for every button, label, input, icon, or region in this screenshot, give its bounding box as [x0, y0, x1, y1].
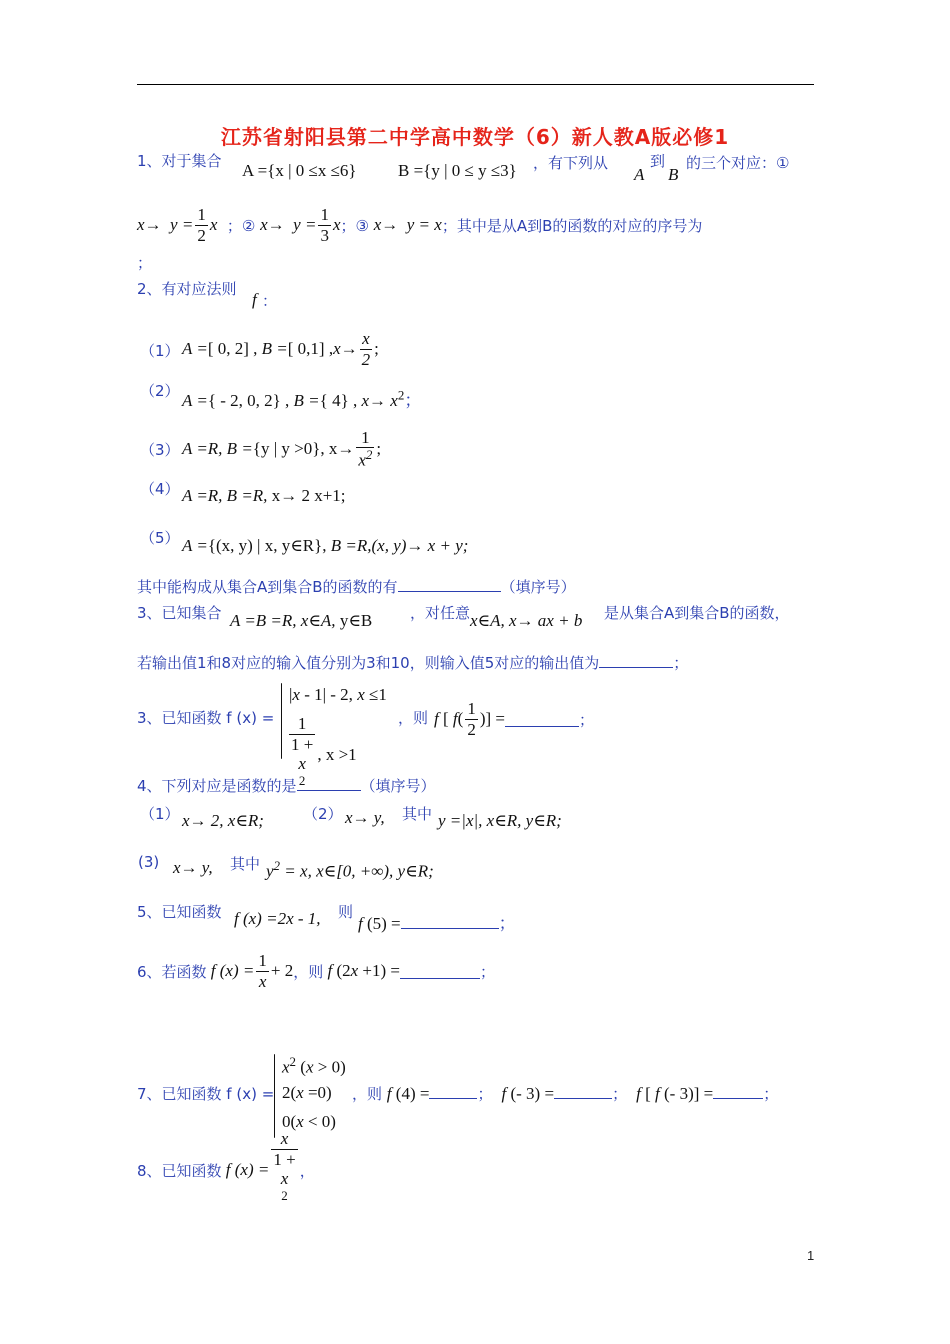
q3b-answer-blank[interactable] — [505, 711, 579, 727]
q5-expr: f (5) = ； — [358, 914, 516, 934]
q1-a: A — [634, 165, 645, 184]
q3b-case2: 1 1 + x $^2$ , x >1 — [291, 714, 357, 788]
page-title: 江苏省射阳县第二中学高中数学（6）新人教A版必修1 — [220, 125, 730, 149]
q4-item3-map: x→ y, — [173, 858, 213, 877]
q7-exprs: ，则 f (4) = ； f (- 3) = ； f [ f (- 3)] = ； — [352, 1084, 779, 1103]
q2-item2-label: （2） — [140, 382, 180, 400]
q2-item3: A =R, B ={y | y >0}, x→ $\frac{1}{x^2}$ ; — [182, 427, 382, 470]
q1-set-a: A ={x | 0 ≤x ≤6} — [242, 161, 357, 180]
q1-line1: 1、对于集合 — [137, 152, 222, 170]
q7-case3: 0(x < 0) — [282, 1112, 336, 1131]
q4-item2-map: x→ y, — [345, 808, 385, 827]
q3b-brace — [281, 683, 282, 759]
q5-then: 则 — [338, 903, 354, 921]
q4-item3-label: (3) — [138, 853, 160, 871]
q1-end: ； — [137, 254, 153, 272]
q3a-map: x∈A, x→ ax + b — [470, 611, 583, 630]
q2-item3-label: （3） — [140, 441, 180, 459]
q4-item1-label: （1） — [140, 805, 180, 823]
q2-item1-label: （1） — [140, 342, 180, 360]
q6-answer-blank[interactable] — [400, 963, 480, 979]
q1-tail: 的三个对应：① — [686, 154, 790, 172]
q7-prefix: 7、已知函数 f (x) = — [137, 1085, 275, 1103]
q7-answer-blank-1[interactable] — [429, 1083, 477, 1099]
q3b-then: ，则 — [398, 709, 429, 727]
q5-prefix: 5、已知函数 — [137, 903, 222, 921]
q2-item4-label: （4） — [140, 480, 180, 498]
q5-answer-blank[interactable] — [401, 913, 499, 929]
q3a-sets: A =B =R, x∈A, y∈B — [230, 611, 373, 630]
q1-line2: x→ y = $\frac{1}{2}$ x ；② x→ y = $\frac{1}{3}$ x ；③ x→ y = x ；其中是从A到B的函数的对应的序号为 — [137, 204, 703, 245]
header-rule — [137, 84, 814, 85]
q7-answer-blank-3[interactable] — [713, 1083, 763, 1099]
q6-line: 6、若函数 f (x) = $\frac{1}{x}$ + 2 ，则 f (2x +1) = ； — [137, 950, 496, 991]
q4-item2-label: （2） — [303, 805, 343, 823]
q7-brace — [274, 1054, 275, 1138]
q2-item5: A ={(x, y) | x, y∈R}, B =R,(x, y)→ x + y; — [182, 536, 469, 555]
q1-set-b: B ={y | 0 ≤ y ≤3} — [398, 161, 517, 180]
q2-prefix: 2、有对应法则 — [137, 280, 237, 298]
q3a-line2: 若输出值1和8对应的输入值分别为3和10，则输入值5对应的输出值为 ； — [137, 654, 689, 672]
q3b-expr: f [ f( $\frac{1}{2}$ )] = ； — [434, 698, 594, 739]
q1-mid: ，有下列从 — [533, 154, 609, 172]
page-number: 1 — [807, 1248, 815, 1263]
q2-f: f — [252, 290, 257, 309]
q2-bottom: 其中能构成从集合A到集合B的函数的有 （填序号） — [137, 578, 576, 596]
q3b-case1: |x - 1| - 2, x ≤1 — [289, 685, 387, 704]
q2-item5-label: （5） — [140, 529, 180, 547]
q3a-prefix: 3、已知集合 — [137, 604, 222, 622]
q4-line: 4、下列对应是函数的是 （填序号） — [137, 777, 436, 795]
q2-item2: A ={ - 2, 0, 2} , B ={ 4} , $x\to x^2$； — [182, 387, 422, 411]
q4-item3-qizhong: 其中 — [230, 855, 261, 873]
q2-colon: ： — [262, 292, 278, 310]
q1-dao: 到 — [650, 152, 666, 170]
q1-b: B — [668, 165, 679, 184]
q4-item3-expr: $y^2 = x$, x∈[0, +∞), y∈R; — [266, 858, 434, 881]
q4-answer-blank[interactable] — [297, 775, 361, 791]
q4-item2-expr: y =|x|, x∈R, y∈R; — [438, 811, 562, 830]
q3a-answer-blank[interactable] — [599, 652, 673, 668]
q4-item1: x→ 2, x∈R; — [182, 811, 264, 830]
q8-line: 8、已知函数 f (x) = x 1 + x $^2$ ， — [137, 1129, 315, 1203]
q2-item4: A =R, B =R, x→ 2 x+1; — [182, 486, 346, 505]
q7-answer-blank-2[interactable] — [554, 1083, 612, 1099]
q7-case1: $x^2$ (x > 0) — [282, 1054, 346, 1077]
q3b-prefix: 3、已知函数 f (x) = — [137, 709, 275, 727]
q3a-mid: ，对任意 — [410, 604, 471, 622]
q2-item1: A = [ 0, 2] , B = [ 0,1] , x→ $\frac{x}{2}$ ; — [182, 328, 379, 369]
q3a-tail: 是从集合A到集合B的函数， — [604, 604, 790, 622]
q4-item2-qizhong: 其中 — [402, 805, 433, 823]
q2-answer-blank[interactable] — [398, 576, 501, 592]
q7-case2: 2(x =0) — [282, 1083, 332, 1102]
q5-func: f (x) =2x - 1, — [234, 909, 321, 928]
